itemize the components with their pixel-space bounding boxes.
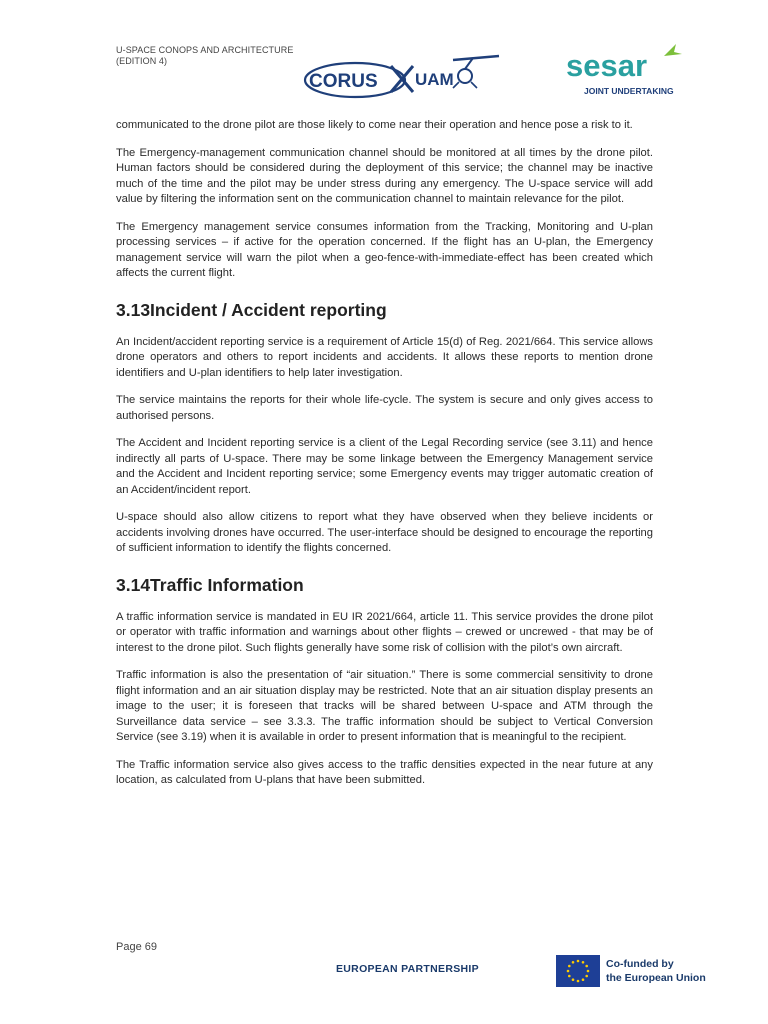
corus-logo-text: CORUS xyxy=(309,71,378,92)
paragraph: The Traffic information service also gives access to the traffic densities expected in the near future at any location, as calculated from U-plans that have been submitted. xyxy=(116,758,653,786)
page-body xyxy=(116,110,653,789)
paragraph: An Incident/accident reporting service is a requirement of Article 15(d) of Reg. 2021/664. This service allows drone operators and others to report incidents and accidents. It allows these reports to mention drone identifiers and U-plan identifiers to help later investigation. xyxy=(116,335,653,379)
document-header xyxy=(116,45,293,67)
paragraph: The service maintains the reports for their whole life-cycle. The system is secure and only gives access to authorised persons. xyxy=(116,394,653,422)
sesar-subtitle: JOINT UNDERTAKING xyxy=(584,86,674,96)
section-heading: 3.14Traffic Information xyxy=(116,574,304,595)
eu-cofunded-line1: Co-funded by xyxy=(606,958,674,970)
sesar-logo-text: sesar xyxy=(566,48,648,83)
uam-logo-text: UAM xyxy=(415,70,454,89)
document-title: U-SPACE CONOPS AND ARCHITECTURE xyxy=(116,45,294,55)
document-edition: (EDITION 4) xyxy=(116,56,168,66)
drone-icon xyxy=(453,56,499,88)
european-partnership-label: EUROPEAN PARTNERSHIP xyxy=(336,963,479,975)
paragraph: U-space should also allow citizens to report what they have observed when they believe incidents or accidents involving drones have occurred. The user-interface should be designed to encourage the reporting of sufficient information to identify the flights concerned. xyxy=(116,511,653,554)
paragraph: The Emergency-management communication channel should be monitored at all times by the drone pilot. Human factors should be considered during the deployment of this service; the channel may be inactive much of the time and the pilot may be under stress during any emergency. The U-space service will add value by filtering the information sent on the communication channel to maintain relevance for the pilot. xyxy=(116,146,653,205)
section-heading: 3.13Incident / Accident reporting xyxy=(116,299,387,320)
paragraph: Traffic information is also the presentation of “air situation.” There is some commercial sensitivity to drone flight information and an air situation display may be restricted. Note that an air situation display presents an image to the user; it is foreseen that tracks will be shared between U-space and ATM through the Surveillance data service – see 3.3.3. The traffic information should be subject to Vertical Conversion Service (see 3.19) when it is available in order to present information that is meaningful to the recipient. xyxy=(116,669,653,743)
paragraph: The Accident and Incident reporting service is a client of the Legal Recording service (see 3.11) and hence indirectly all parts of U-space. There may be some linkage between the Emergency Management service and the Accident and Incident reporting service; some Emergency events may trigger automatic creation of an Accident/incident report. xyxy=(116,437,653,496)
paragraph: A traffic information service is mandated in EU IR 2021/664, article 11. This service provides the drone pilot or operator with traffic information and warnings about other flights – crewed or uncrewed - that may be of interest to the drone pilot. Such flights generally have some risk of collision with the pilot’s own aircraft. xyxy=(116,610,653,654)
plane-icon xyxy=(664,44,682,56)
eu-cofunded-line2: the European Union xyxy=(606,972,706,984)
eu-flag-icon xyxy=(556,955,600,987)
paragraph: communicated to the drone pilot are those likely to come near their operation and hence pose a risk to it. xyxy=(116,119,633,131)
page-number: Page 69 xyxy=(116,941,157,953)
paragraph: The Emergency management service consumes information from the Tracking, Monitoring and U-plan processing services – if active for the operation concerned. If the flight has an U-plan, the Emergency management service will warn the pilot when a geo-fence-with-immediate-effect has been created which affects the current flight. xyxy=(116,220,653,279)
corus-uam-logo xyxy=(303,52,503,100)
sesar-logo xyxy=(566,42,686,100)
eu-cofunded-label xyxy=(606,957,706,985)
